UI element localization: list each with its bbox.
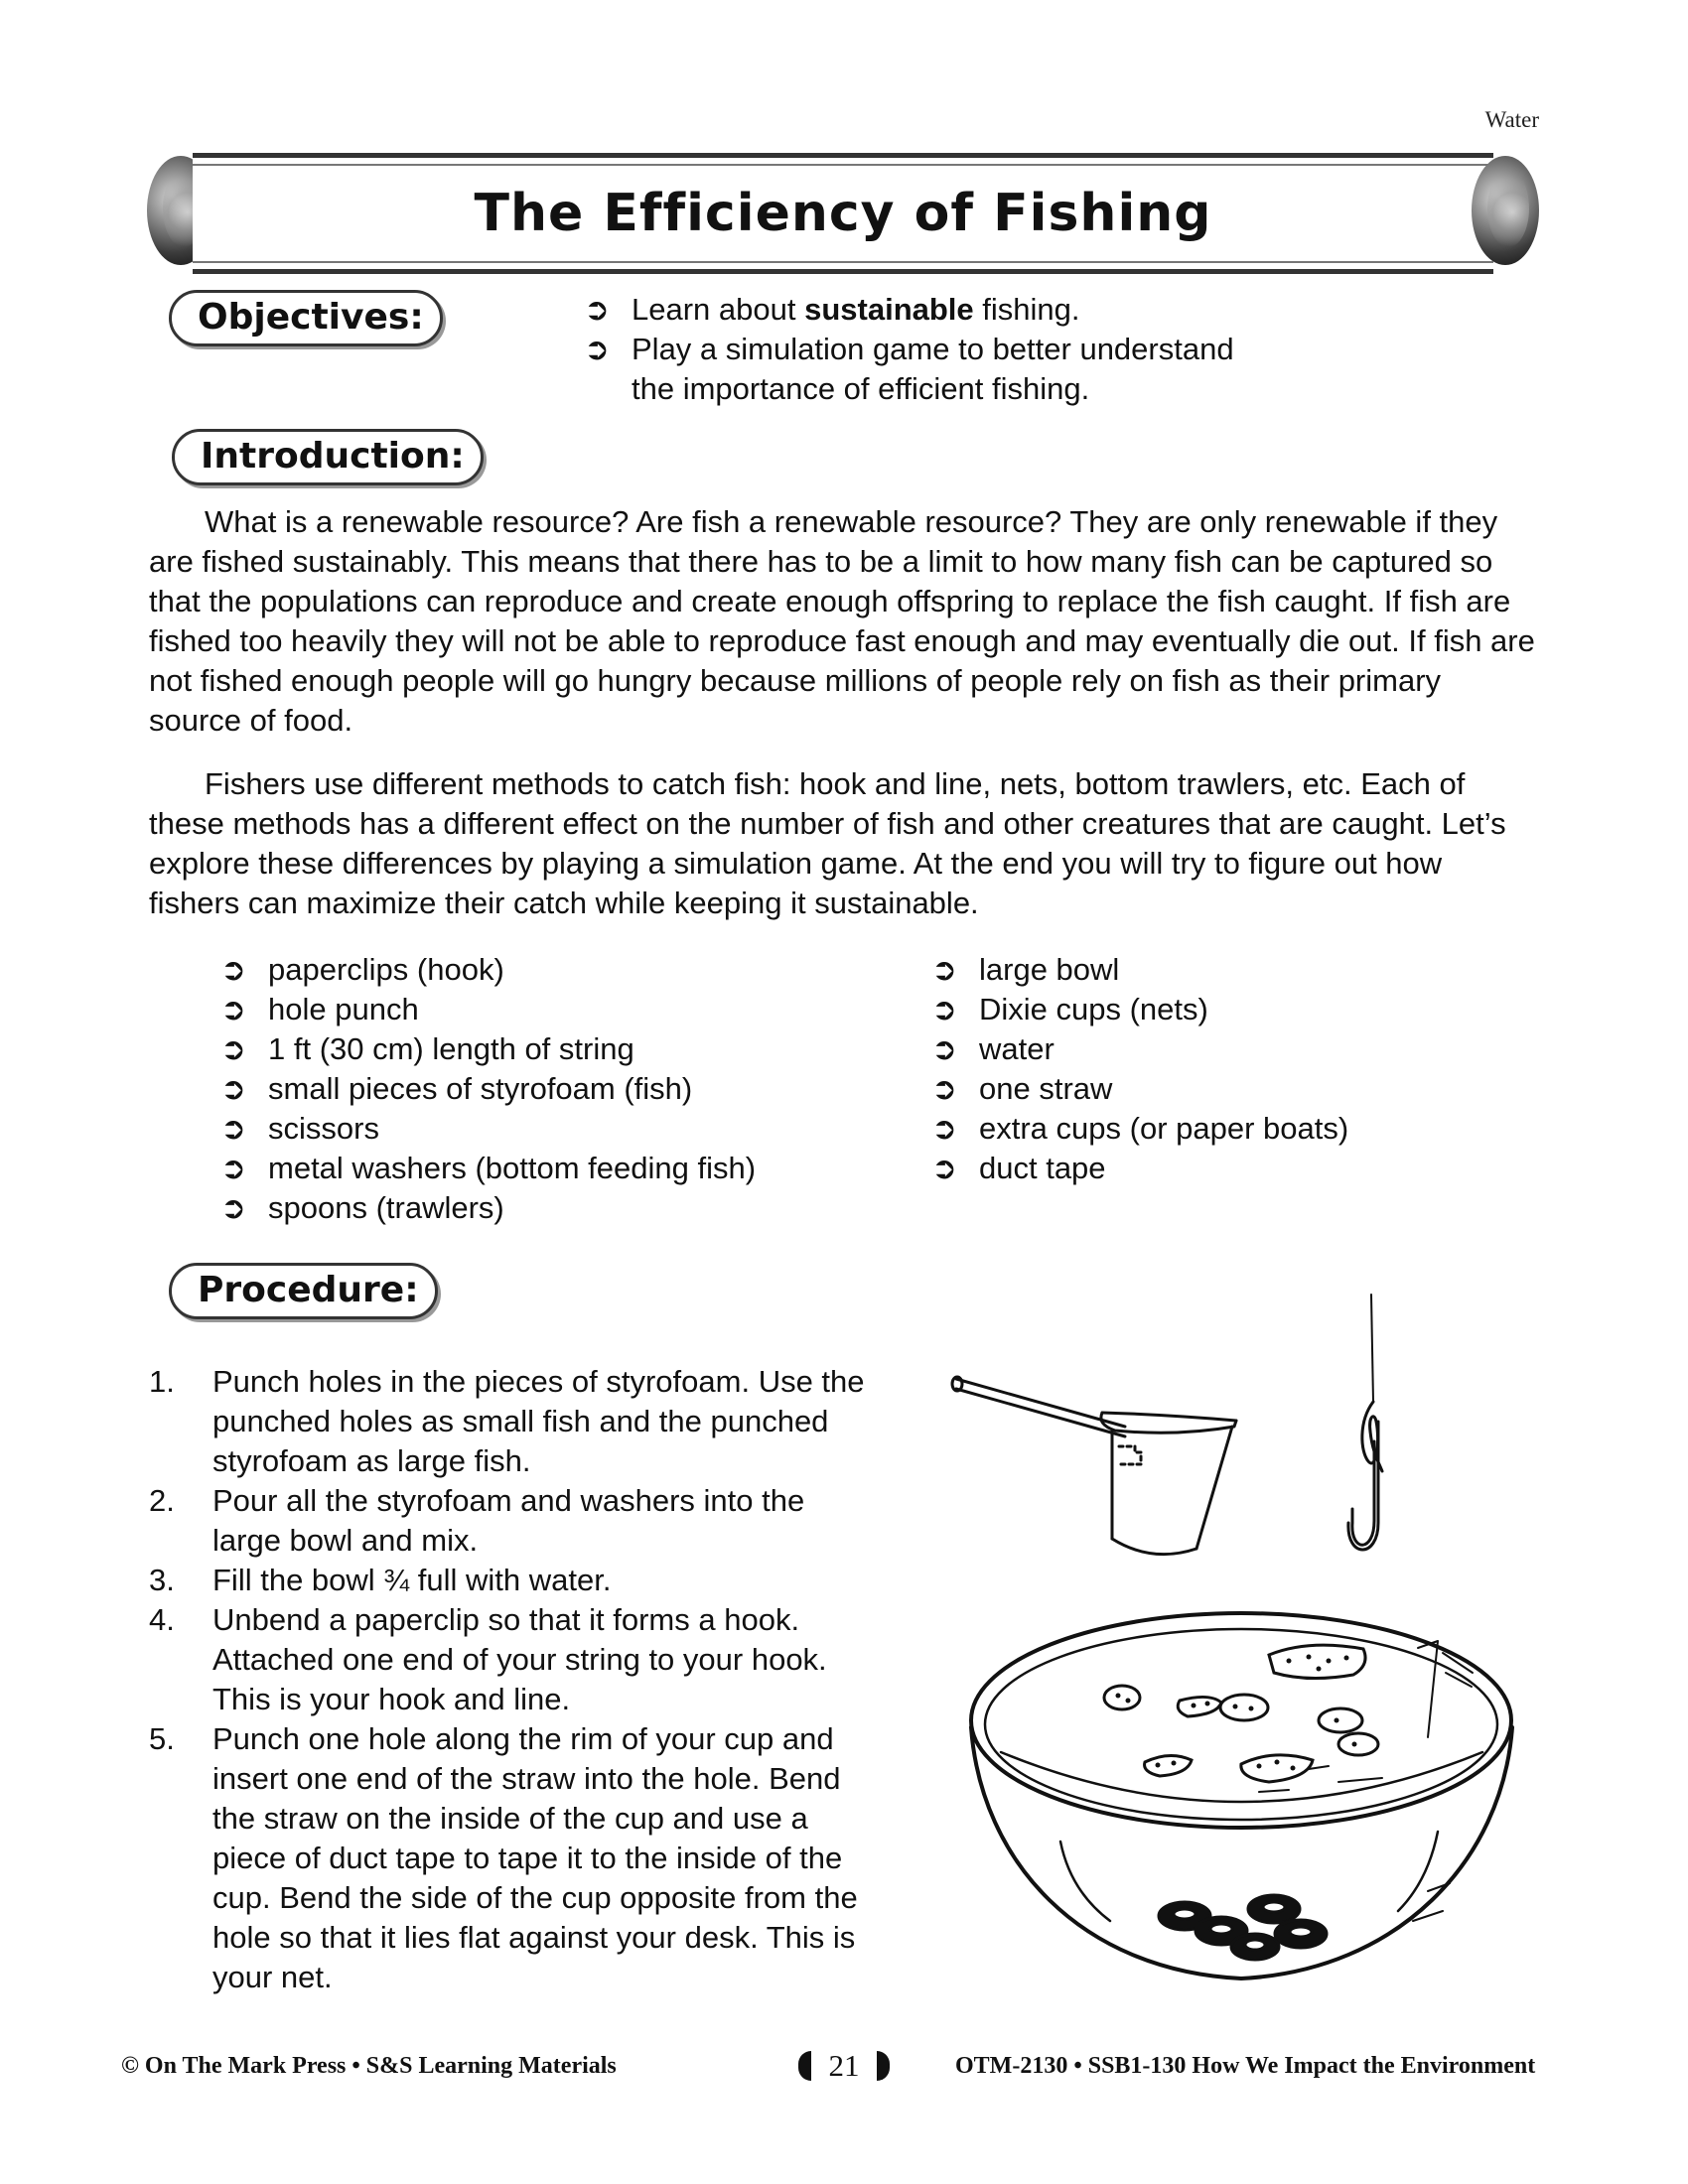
arrow-bullet-icon: ➲	[931, 952, 957, 988]
procedure-step: 1. Punch holes in the pieces of styrofoam. Use the punched holes as small fish and the punched styrofoam as large fish.	[149, 1364, 865, 1478]
arrow-bullet-icon: ➲	[220, 1190, 246, 1226]
arrow-bullet-icon: ➲	[931, 1151, 957, 1186]
arrow-bullet-icon: ➲	[931, 992, 957, 1027]
cup-net-illustration	[948, 1365, 1246, 1564]
title-banner	[147, 153, 1539, 268]
arrow-bullet-icon: ➲	[220, 952, 246, 988]
materials-list-left	[220, 950, 856, 1228]
objective-item: ➲ Play a simulation game to better understand the importance of efficient fishing.	[584, 332, 1234, 406]
arrow-bullet-icon: ➲	[931, 1031, 957, 1067]
page-title: The Efficiency of Fishing	[474, 184, 1212, 243]
objectives-heading: Objectives:	[169, 290, 443, 346]
intro-paragraph: What is a renewable resource? Are fish a renewable resource? They are only renewable if they are fished sustainably. This means that there has to be a limit to how many fish can be captured so that the populations can reproduce and create enough offspring to replace the fish caught. If fish are fished too heavily they will not be able to reproduce fast enough and may eventually die out. If fish are not fished enough people will go hungry because millions of people rely on fish as their primary source of food.	[149, 504, 1535, 738]
material-item: ➲ scissors	[220, 1111, 379, 1147]
topic-label: Water	[1484, 107, 1539, 132]
procedure-step: 2. Pour all the styrofoam and washers into the large bowl and mix.	[149, 1483, 805, 1558]
procedure-heading: Procedure:	[169, 1263, 438, 1319]
arrow-bullet-icon: ➲	[931, 1071, 957, 1107]
page-bracket-left-icon	[798, 2051, 811, 2081]
footer-publisher: © On The Mark Press • S&S Learning Materials	[121, 2053, 617, 2079]
procedure-step: 4. Unbend a paperclip so that it forms a hook. Attached one end of your string to your hook. This is your hook and line.	[149, 1602, 827, 1716]
arrow-bullet-icon: ➲	[220, 1071, 246, 1107]
material-item: ➲ Dixie cups (nets)	[931, 992, 1208, 1027]
material-item: ➲ metal washers (bottom feeding fish)	[220, 1151, 757, 1186]
material-item: ➲ hole punch	[220, 992, 419, 1027]
page-number: 21	[789, 2045, 899, 2084]
material-item: ➲ large bowl	[931, 952, 1120, 988]
page-bracket-right-icon	[877, 2051, 890, 2081]
objectives-list	[584, 290, 1378, 409]
procedure-step: 3. Fill the bowl ¾ full with water.	[149, 1563, 612, 1597]
title-bar	[193, 153, 1493, 274]
bowl-illustration	[961, 1603, 1522, 1985]
material-item: ➲ small pieces of styrofoam (fish)	[220, 1071, 693, 1107]
hook-and-line-illustration	[1338, 1293, 1408, 1561]
procedure-steps	[149, 1362, 923, 1997]
material-item: ➲ duct tape	[931, 1151, 1106, 1186]
arrow-bullet-icon: ➲	[931, 1111, 957, 1147]
material-item: ➲ spoons (trawlers)	[220, 1190, 504, 1226]
materials-list-right	[931, 950, 1487, 1188]
intro-paragraph: Fishers use different methods to catch fish: hook and line, nets, bottom trawlers, etc. Each of these methods has a different effect on the number of fish and other creatures that are caught. Let’s explore these differences by playing a simulation game. At the end you will try to figure out how fishers can maximize their catch while keeping it sustainable.	[149, 766, 1506, 920]
objective-item: ➲ Learn about sustainable fishing.	[584, 292, 1080, 328]
arrow-bullet-icon: ➲	[584, 332, 610, 367]
material-item: ➲ water	[931, 1031, 1055, 1067]
introduction-heading: Introduction:	[172, 429, 484, 485]
globe-icon	[1472, 156, 1539, 265]
arrow-bullet-icon: ➲	[584, 292, 610, 328]
procedure-step: 5. Punch one hole along the rim of your cup and insert one end of the straw into the hole. Bend the straw on the inside of the cup and use a piece of duct tape to tape it to the inside of the cup. Bend the side of the cup opposite from the hole so that it lies flat against your desk. This is your net.	[149, 1721, 858, 1994]
arrow-bullet-icon: ➲	[220, 1111, 246, 1147]
footer-product: OTM-2130 • SSB1-130 How We Impact the Environment	[955, 2053, 1536, 2079]
arrow-bullet-icon: ➲	[220, 1151, 246, 1186]
material-item: ➲ extra cups (or paper boats)	[931, 1111, 1349, 1147]
arrow-bullet-icon: ➲	[220, 992, 246, 1027]
material-item: ➲ 1 ft (30 cm) length of string	[220, 1031, 634, 1067]
material-item: ➲ one straw	[931, 1071, 1113, 1107]
material-item: ➲ paperclips (hook)	[220, 952, 504, 988]
arrow-bullet-icon: ➲	[220, 1031, 246, 1067]
